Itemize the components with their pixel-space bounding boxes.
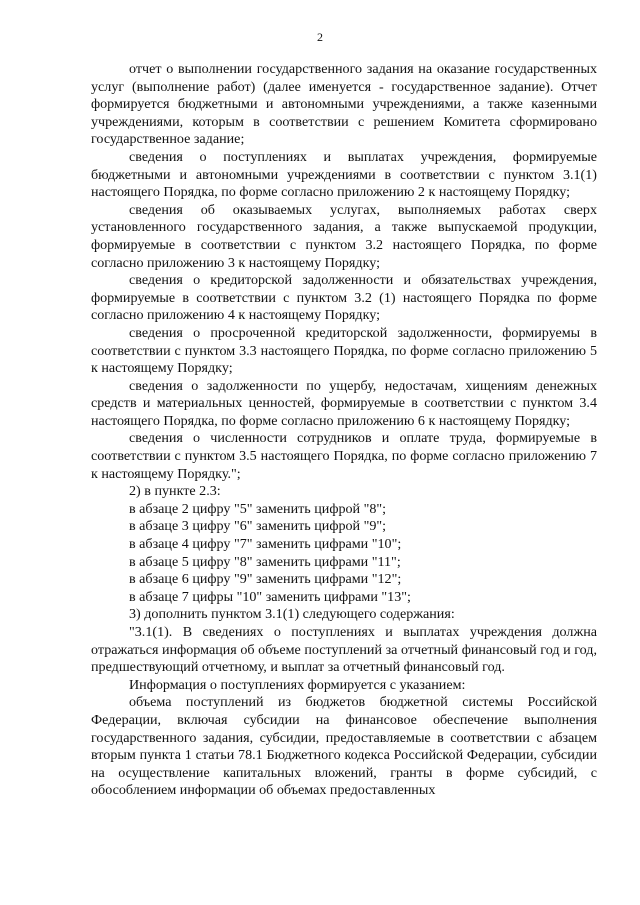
list-item-amendment: в абзаце 6 цифру "9" заменить цифрами "12";: [129, 571, 402, 588]
paragraph-report-state-task: отчет о выполнении государственного задания на оказание государственных услуг (выполнение работ) (далее именуется - государственное задание). Отчет формируется бюджетными и автономными учреждениями, а также казенными учреждениями, которым в соответствии с решением Комитета сформировано государственное задание;: [91, 61, 597, 148]
paragraph-services-works: сведения об оказываемых услугах, выполняемых работах сверх установленного государственного задания, а также выпускаемой продукции, формируемые в соответствии с пунктом 3.2 настоящего Порядка, по форме согласно приложению 3 к настоящему Порядку;: [91, 201, 597, 271]
list-item-amendment: в абзаце 3 цифру "6" заменить цифрой "9";: [129, 518, 387, 535]
paragraph-receipts-info: Информация о поступлениях формируется с указанием:: [129, 676, 466, 693]
list-item-amendment: в абзаце 2 цифру "5" заменить цифрой "8";: [129, 500, 387, 517]
paragraph-overdue-payable: сведения о просроченной кредиторской задолженности, формируемы в соответствии с пунктом 3.3 настоящего Порядка, по форме согласно приложению 5 к настоящему Порядку;: [91, 324, 597, 377]
paragraph-receipts-volume: объема поступлений из бюджетов бюджетной системы Российской Федерации, включая субсидии на финансовое обеспечение выполнения государственного задания, субсидии, предоставляемые в соответствии с абзацем вторым пункта 1 статьи 78.1 Бюджетного кодекса Российской Федерации, субсидии на осуществление капитальных вложений, гранты в форме субсидий, с обособлением информации об объемах предоставленных: [91, 694, 597, 799]
page-number: 2: [317, 30, 323, 44]
paragraph-receipts-payments: сведения о поступлениях и выплатах учреждения, формируемые бюджетными и автономными учреждениями в соответствии с пунктом 3.1(1) настоящего Порядка, по форме согласно приложению 2 к настоящему Порядку;: [91, 148, 597, 201]
paragraph-staff-numbers: сведения о численности сотрудников и оплате труда, формируемые в соответствии с пунктом 3.5 настоящего Порядка, по форме согласно приложению 7 к настоящему Порядку.";: [91, 430, 597, 482]
paragraph-clause-2-3: 2) в пункте 2.3:: [129, 483, 221, 500]
paragraph-add-clause: 3) дополнить пунктом 3.1(1) следующего содержания:: [129, 606, 455, 623]
paragraph-clause-3-1-1: "3.1(1). В сведениях о поступлениях и выплатах учреждения должна отражаться информация об объеме поступлений за отчетный финансовый год и год, предшествующий отчетному, и выплат за отчетный финансовый год.: [91, 624, 597, 676]
document-body: [91, 61, 597, 800]
paragraph-accounts-payable: сведения о кредиторской задолженности и обязательствах учреждения, формируемые в соответствии с пунктом 3.2 (1) настоящего Порядка по форме согласно приложению 4 к настоящему Порядку;: [91, 272, 597, 324]
list-item-amendment: в абзаце 5 цифру "8" заменить цифрами "11";: [129, 553, 401, 570]
paragraph-damage-debt: сведения о задолженности по ущербу, недостачам, хищениям денежных средств и материальных ценностей, формируемые в соответствии с пунктом 3.4 настоящего Порядка, по форме согласно приложению 6 к настоящему Порядку;: [91, 377, 597, 429]
list-item-amendment: в абзаце 4 цифру "7" заменить цифрами "10";: [129, 536, 402, 553]
list-item-amendment: в абзаце 7 цифры "10" заменить цифрами "13";: [129, 588, 411, 605]
